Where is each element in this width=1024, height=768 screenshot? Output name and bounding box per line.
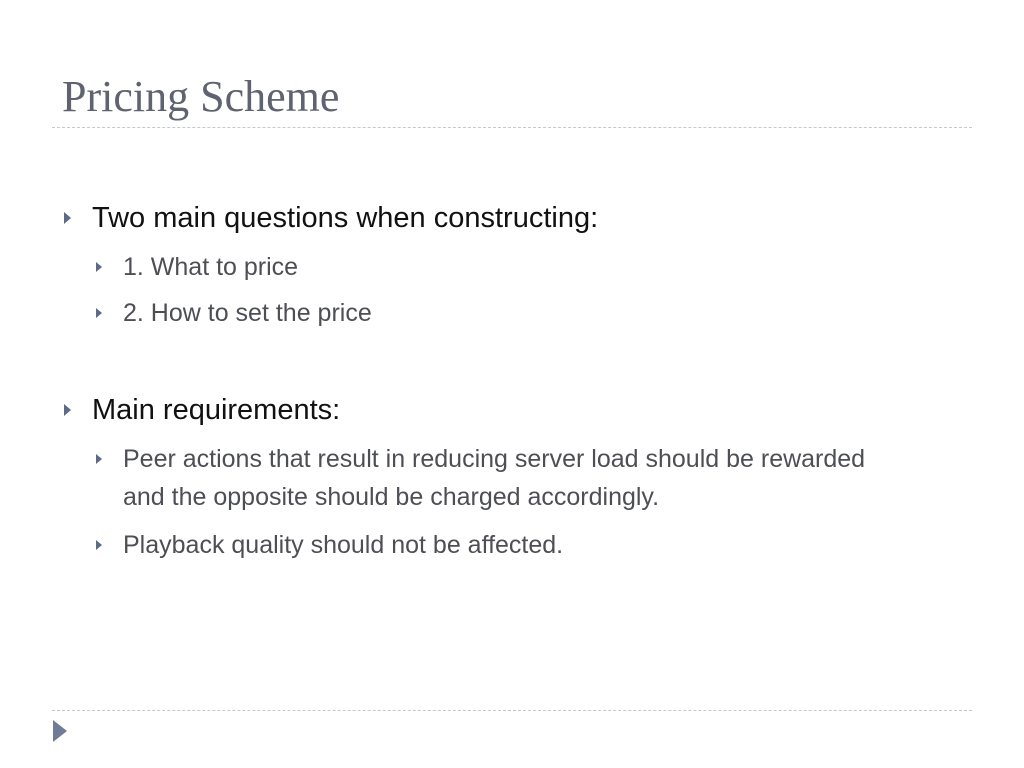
sub-bullet-item xyxy=(96,526,563,564)
bullet-item-requirements xyxy=(64,392,340,428)
triangle-bullet-icon xyxy=(96,308,102,318)
footer-divider xyxy=(52,710,972,711)
play-triangle-icon xyxy=(53,720,67,742)
sub-bullet-label: 2. How to set the price xyxy=(123,299,372,327)
bullet-label: Main requirements: xyxy=(92,394,341,426)
triangle-bullet-icon xyxy=(64,212,71,224)
triangle-bullet-icon xyxy=(96,262,102,272)
slide-title: Pricing Scheme xyxy=(62,72,340,121)
bullet-item-questions xyxy=(64,200,598,236)
sub-bullet-label: Peer actions that result in reducing server load should be rewarded and the opposite should be charged accordingly. xyxy=(123,445,866,511)
sub-bullet-item xyxy=(96,440,913,516)
triangle-bullet-icon xyxy=(96,540,102,550)
triangle-bullet-icon xyxy=(96,454,102,464)
title-divider xyxy=(52,127,972,128)
sub-bullet-item xyxy=(96,294,372,332)
triangle-bullet-icon xyxy=(64,404,71,416)
sub-bullet-item xyxy=(96,248,298,286)
bullet-label: Two main questions when constructing: xyxy=(92,202,599,234)
sub-bullet-label: 1. What to price xyxy=(123,253,299,281)
sub-bullet-label: Playback quality should not be affected. xyxy=(123,531,564,559)
